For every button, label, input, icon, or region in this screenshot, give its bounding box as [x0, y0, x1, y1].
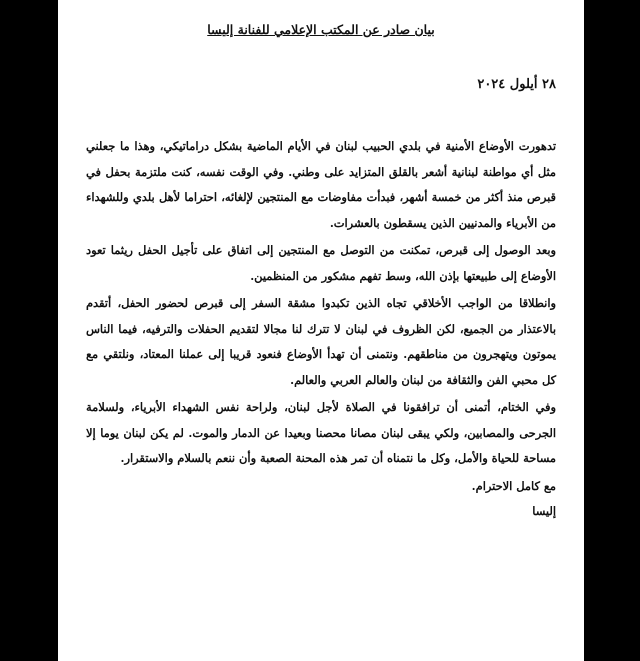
document-page: [58, 0, 584, 661]
paragraph-4: وفي الختام، أتمنى أن ترافقونا في الصلاة لأجل لبنان، ولراحة نفس الشهداء الأبرياء، ولسلامة الجرحى والمصابين، ولكي يبقى لبنان مصانا محصنا وبعيدا عن الدمار والموت. لم يكن لبنان يوما إلا مساحة للحياة والأمل، وكل ما نتمناه أن تمر هذه المحنة الصعبة وأن ننعم بالسلام والاستقرار.: [86, 400, 556, 465]
paragraph-1: تدهورت الأوضاع الأمنية في بلدي الحبيب لبنان في الأيام الماضية بشكل دراماتيكي، وهذا ما جعلني مثل أي مواطنة لبنانية أشعر بالقلق المتزايد على وطني. وفي الوقت نفسه، كنت ملتزمة بحفل في قبرص منذ أكثر من خمسة أشهر، فبدأت مفاوضات مع المنتجين لإلغائه، احتراما لأهل بلدي وللشهداء من الأبرياء والمدنيين الذين يسقطون بالعشرات.: [86, 139, 556, 230]
paragraph-3: وانطلاقا من الواجب الأخلاقي تجاه الذين تكبدوا مشقة السفر إلى قبرص لحضور الحفل، أتقدم بالاعتذار من الجميع، لكن الظروف في لبنان لا تترك لنا مجالا لتقديم الحفلات والترفيه، فيما الناس يموتون ويتهجرون من مناطقهم. ونتمنى أن تهدأ الأوضاع فنعود قريبا إلى عملنا المعتاد، ونلتقي مع كل محبي الفن والثقافة من لبنان والعالم العربي والعالم.: [86, 296, 556, 387]
closing-line: مع كامل الاحترام.: [471, 478, 556, 493]
document-title: بيان صادر عن المكتب الإعلامي للفنانة إليسا: [207, 22, 435, 37]
paragraph-2: وبعد الوصول إلى قبرص، تمكنت من التوصل مع المنتجين إلى اتفاق على تأجيل الحفل ريثما تعود الأوضاع إلى طبيعتها بإذن الله، وسط تفهم مشكور من المنظمين.: [86, 243, 556, 283]
document-date: ٢٨ أيلول ٢٠٢٤: [477, 77, 556, 92]
signature: إليسا: [532, 503, 556, 518]
